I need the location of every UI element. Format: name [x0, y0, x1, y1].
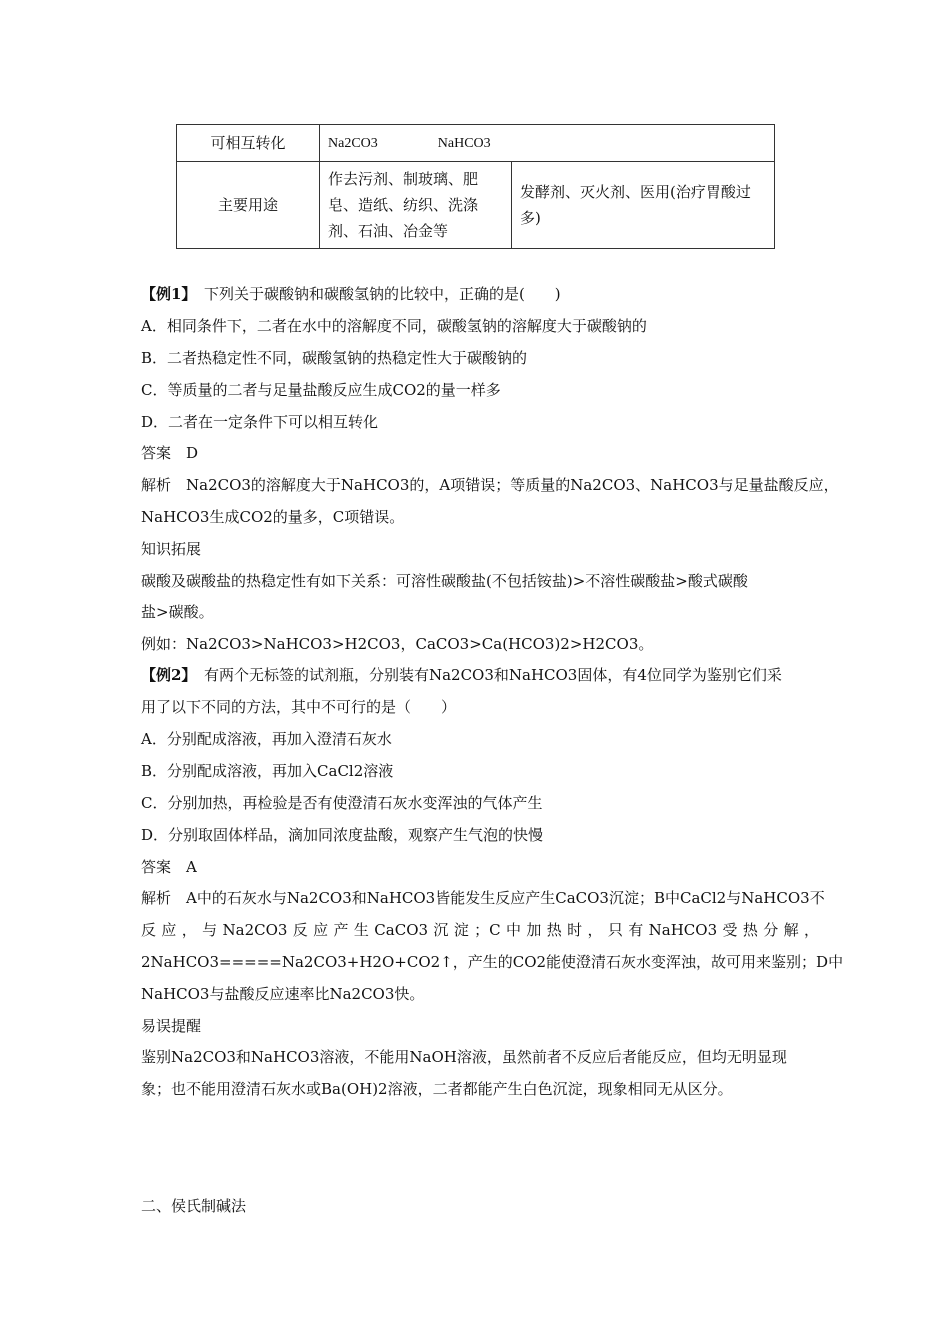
warning-line1: 鉴别Na2CO3和NaHCO3溶液，不能用NaOH溶液，虽然前者不反应后者能反应，但均无明显现 — [141, 1048, 787, 1066]
extension-line1: 碳酸及碳酸盐的热稳定性有如下关系：可溶性碳酸盐(不包括铵盐)>不溶性碳酸盐>酸式碳酸 — [141, 572, 748, 590]
conversion-cell — [320, 125, 775, 162]
example2-option-c: C．分别加热，再检验是否有使澄清石灰水变浑浊的气体产生 — [141, 794, 543, 812]
example2-question-line1: 【例2】 有两个无标签的试剂瓶，分别装有Na2CO3和NaHCO3固体，有4位同学为鉴别它们采 — [141, 666, 782, 684]
example2-option-d: D．分别取固体样品，滴加同浓度盐酸，观察产生气泡的快慢 — [141, 826, 544, 844]
formula-na2co3: Na2CO3 — [328, 136, 378, 151]
example2-answer: 答案 A — [141, 858, 197, 876]
comparison-table — [176, 124, 775, 249]
example2-analysis-line1: 解析 A中的石灰水与Na2CO3和NaHCO3皆能发生反应产生CaCO3沉淀；B中CaCl2与NaHCO3不 — [141, 889, 825, 907]
example1-option-a: A．相同条件下，二者在水中的溶解度不同，碳酸氢钠的溶解度大于碳酸钠的 — [141, 317, 647, 335]
example2-analysis-line4: NaHCO3与盐酸反应速率比Na2CO3快。 — [141, 985, 425, 1003]
example2-analysis-line2: 反应，与Na2CO3反应产生CaCO3沉淀；C中加热时，只有NaHCO3受热分解， — [141, 921, 819, 939]
extension-line2: 盐>碳酸。 — [141, 603, 214, 621]
example2-option-b: B．分别配成溶液，再加入CaCl2溶液 — [141, 762, 394, 780]
warning-title: 易误提醒 — [141, 1017, 202, 1035]
warning-line2: 象；也不能用澄清石灰水或Ba(OH)2溶液，二者都能产生白色沉淀，现象相同无从区分。 — [141, 1080, 733, 1098]
extension-title: 知识拓展 — [141, 540, 202, 558]
example2-analysis-line3: 2NaHCO3=====Na2CO3+H2O+CO2↑，产生的CO2能使澄清石灰水变浑浊，故可用来鉴别；D中 — [141, 953, 844, 971]
example1-option-b: B．二者热稳定性不同，碳酸氢钠的热稳定性大于碳酸钠的 — [141, 349, 528, 367]
na2co3-uses: 作去污剂、制玻璃、肥皂、造纸、纺织、洗涤剂、石油、冶金等 — [320, 162, 512, 249]
example1-answer: 答案 D — [141, 444, 199, 462]
example2-question-line2: 用了以下不同的方法，其中不可行的是（ ） — [141, 698, 457, 716]
nahco3-uses: 发酵剂、灭火剂、医用(治疗胃酸过多) — [512, 162, 775, 249]
extension-example: 例如：Na2CO3>NaHCO3>H2CO3，CaCO3>Ca(HCO3)2>H2CO3。 — [141, 635, 654, 653]
row-label-uses: 主要用途 — [177, 162, 320, 249]
example1-analysis-line2: NaHCO3生成CO2的量多，C项错误。 — [141, 508, 405, 526]
table-row — [177, 125, 775, 162]
example1-analysis-line1: 解析 Na2CO3的溶解度大于NaHCO3的，A项错误；等质量的Na2CO3、NaHCO3与足量盐酸反应， — [141, 476, 839, 494]
section-title: 二、侯氏制碱法 — [141, 1197, 247, 1215]
formula-nahco3: NaHCO3 — [437, 136, 491, 151]
example1-option-d: D．二者在一定条件下可以相互转化 — [141, 413, 379, 431]
row-label-conversion: 可相互转化 — [177, 125, 320, 162]
example1-question: 【例1】 下列关于碳酸钠和碳酸氢钠的比较中，正确的是( ) — [141, 285, 561, 303]
example2-option-a: A．分别配成溶液，再加入澄清石灰水 — [141, 730, 392, 748]
example1-option-c: C．等质量的二者与足量盐酸反应生成CO2的量一样多 — [141, 381, 501, 399]
table-row — [177, 162, 775, 249]
